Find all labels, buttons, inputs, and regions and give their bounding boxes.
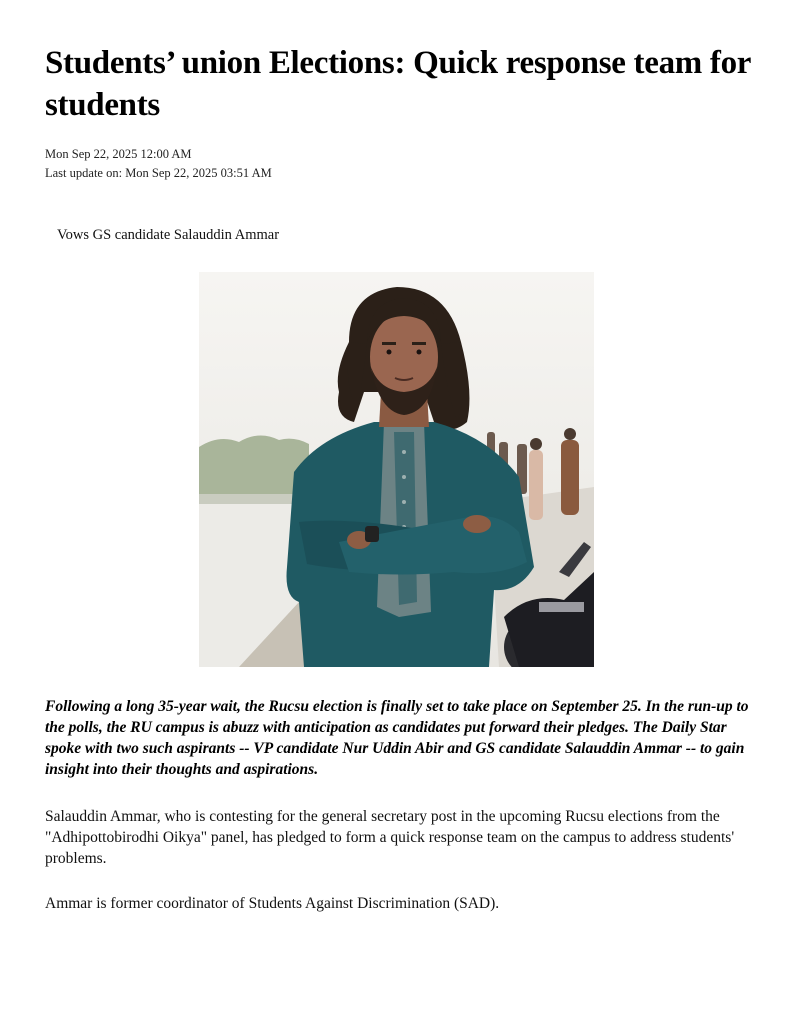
article-headline: Students’ union Elections: Quick response team for students xyxy=(45,45,751,123)
last-update-date: Last update on: Mon Sep 22, 2025 03:51 AM xyxy=(45,166,272,180)
article-photo xyxy=(199,272,594,667)
article-paragraph: Ammar is former coordinator of Students Against Discrimination (SAD). xyxy=(45,895,500,912)
article-subheadline: Vows GS candidate Salauddin Ammar xyxy=(57,227,280,243)
article-lede: Following a long 35-year wait, the Rucsu election is finally set to take place on September 25. In the run-up to the polls, the RU campus is abuzz with anticipation as candidates put forward their pledges. The Daily Star spoke with two such aspirants -- VP candidate Nur Uddin Abir and GS candidate Salauddin Ammar -- to gain insight into their thoughts and aspirations. xyxy=(45,698,749,778)
article-paragraph: Salauddin Ammar, who is contesting for the general secretary post in the upcoming Rucsu elections from the "Adhipottobirodhi Oikya" panel, has pledged to form a quick response team on the campus to address students' problems. xyxy=(45,808,735,867)
publish-date: Mon Sep 22, 2025 12:00 AM xyxy=(45,147,192,161)
